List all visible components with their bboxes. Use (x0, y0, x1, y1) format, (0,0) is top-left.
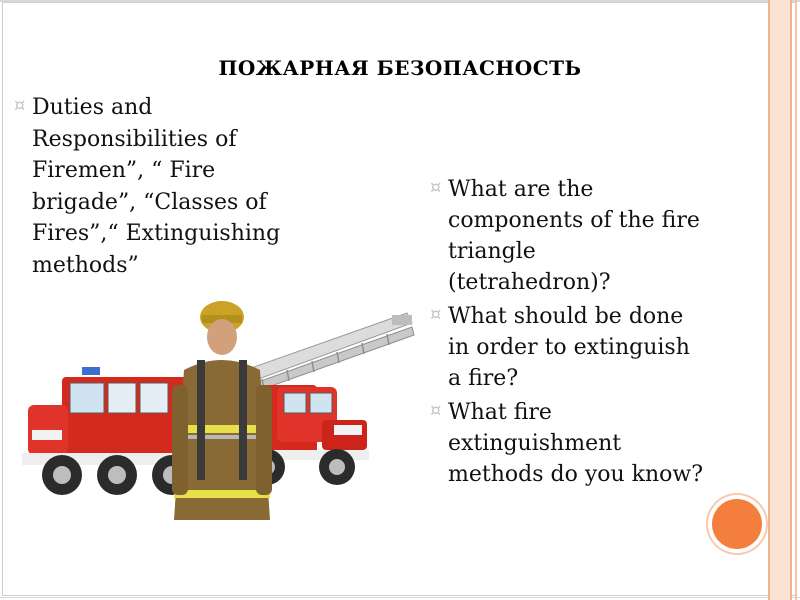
text-line: What fire (448, 400, 552, 425)
text-line: Fires”,“ Extinguishing (32, 221, 281, 246)
bullet-icon: ¤ (14, 95, 26, 116)
text-line: Duties and (32, 95, 153, 120)
decorative-right-line (795, 0, 797, 600)
text-line: Responsibilities of (32, 126, 237, 152)
text-line: in order to extinguish (448, 335, 690, 360)
list-item (430, 397, 730, 490)
left-bullet-list (14, 92, 314, 281)
decorative-orange-circle (712, 499, 762, 549)
question-text (448, 301, 690, 394)
text-line: What should be done (448, 304, 684, 329)
question-text (448, 397, 703, 490)
text-line: (tetrahedron)? (448, 270, 611, 295)
right-bullet-list (430, 174, 730, 493)
list-item (14, 92, 314, 281)
bullet-icon: ¤ (430, 177, 442, 198)
slide-title: ПОЖАРНАЯ БЕЗОПАСНОСТЬ (218, 56, 582, 80)
text-line: a fire? (448, 366, 519, 391)
bullet-icon: ¤ (430, 400, 442, 421)
text-line: triangle (448, 239, 536, 264)
text-line: brigade”, “Classes of (32, 189, 267, 215)
firefighter-icon (172, 301, 272, 520)
firefighter-and-fire-truck-image (22, 295, 422, 525)
left-bullet-text (32, 92, 280, 281)
decorative-right-band (768, 0, 792, 600)
question-text (448, 174, 700, 298)
text-line: components of the fire (448, 208, 700, 233)
text-line: extinguishment (448, 431, 622, 456)
text-line: What are the (448, 177, 594, 202)
text-line: methods do you know? (448, 462, 704, 487)
bottom-border (0, 597, 800, 598)
list-item (430, 301, 730, 394)
text-line: Firemen”, “ Fire (32, 158, 216, 183)
bullet-icon: ¤ (430, 304, 442, 325)
ladder-icon (237, 313, 414, 395)
text-line: methods” (32, 252, 139, 278)
list-item (430, 174, 730, 298)
